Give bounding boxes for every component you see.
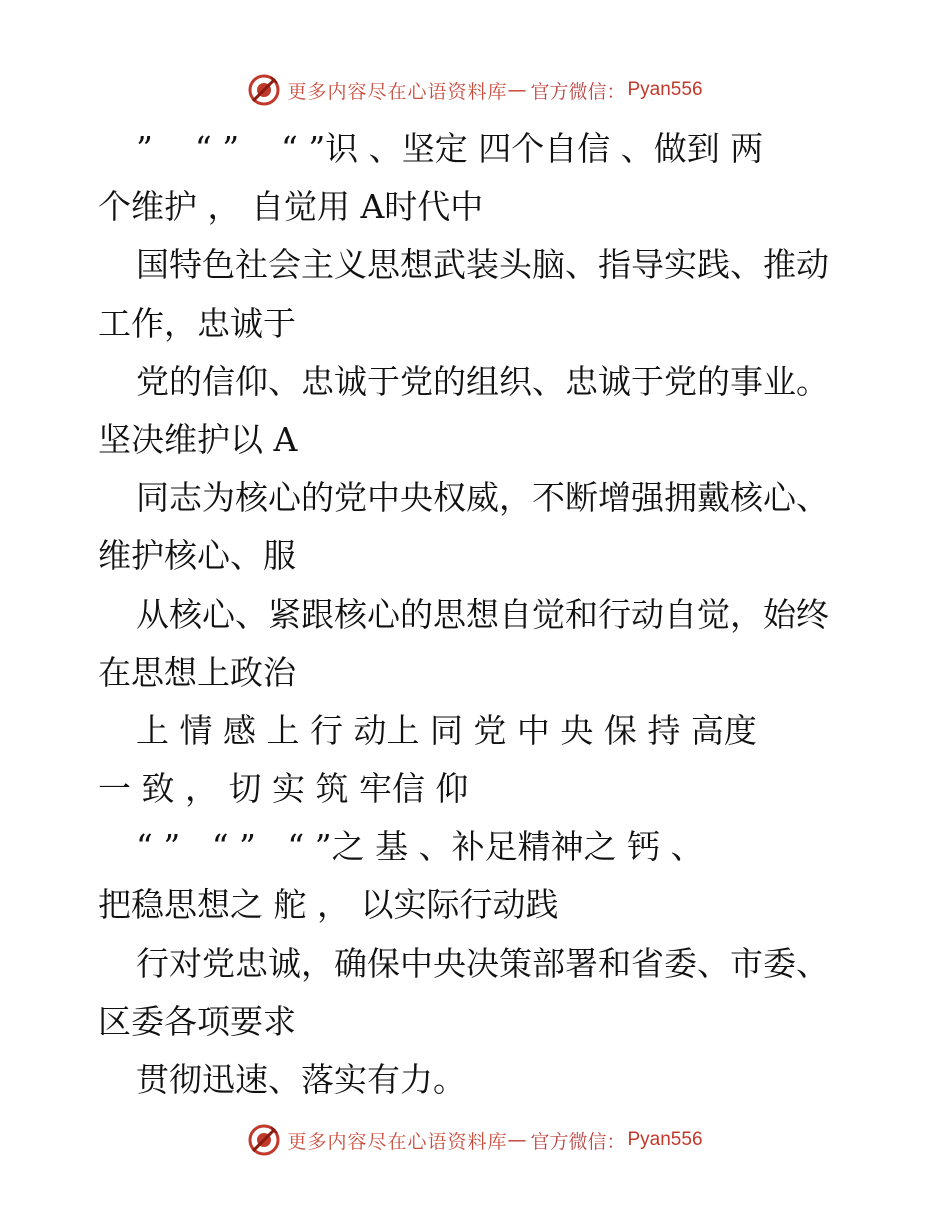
text-line: 把稳思想之 舵 ， 以实际行动践 — [98, 885, 559, 925]
text-line: 工作，忠诚于 — [98, 303, 296, 343]
text-line: 行对党忠诚，确保中央决策部署和省委、市委、 — [136, 943, 829, 983]
text-line: ” “ ” “ ”识 、坚定 四个自信 、做到 两 — [136, 129, 764, 168]
watermark-brand-text: 更多内容尽在心语资料库 — [287, 80, 508, 103]
text-line: 区委各项要求 — [98, 1001, 296, 1041]
brand-logo-icon — [247, 73, 281, 107]
text-line: 一 致 ， 切 实 筑 牢信 仰 — [98, 769, 469, 809]
document-body — [98, 120, 858, 1109]
watermark-wechat-label: 官方微信： — [530, 1130, 626, 1153]
text-line: 从核心、紧跟核心的思想自觉和行动自觉，始终 — [136, 594, 829, 634]
watermark-brand-text: 更多内容尽在心语资料库 — [287, 1130, 508, 1153]
watermark-wechat-id: Pyan556 — [627, 1129, 703, 1150]
text-line: 维护核心、服 — [98, 536, 296, 576]
watermark-wechat-label: 官方微信： — [530, 80, 626, 103]
text-line: 党的信仰、忠诚于党的组织、忠诚于党的事业。 — [136, 361, 829, 401]
text-line: 在思想上政治 — [98, 652, 296, 692]
watermark-dash: — — [507, 79, 527, 101]
text-line: 坚决维护以 A — [98, 419, 298, 459]
brand-logo-icon — [247, 1123, 281, 1157]
text-line: 贯彻迅速、落实有力。 — [136, 1060, 466, 1099]
text-line: 个维护 ， 自觉用 A时代中 — [98, 187, 484, 227]
watermark-dash: — — [507, 1129, 527, 1151]
text-line: 国特色社会主义思想武装头脑、指导实践、推动 — [136, 245, 829, 285]
text-line: 同志为核心的党中央权威，不断增强拥戴核心、 — [136, 478, 829, 518]
text-line: “ ” “ ” “ ”之 基 、补足精神之 钙 、 — [136, 827, 704, 867]
watermark-footer — [0, 1120, 950, 1160]
watermark-wechat-id: Pyan556 — [627, 79, 703, 100]
text-line: 上 情 感 上 行 动上 同 党 中 央 保 持 高度 — [136, 710, 757, 750]
watermark-header — [0, 70, 950, 110]
